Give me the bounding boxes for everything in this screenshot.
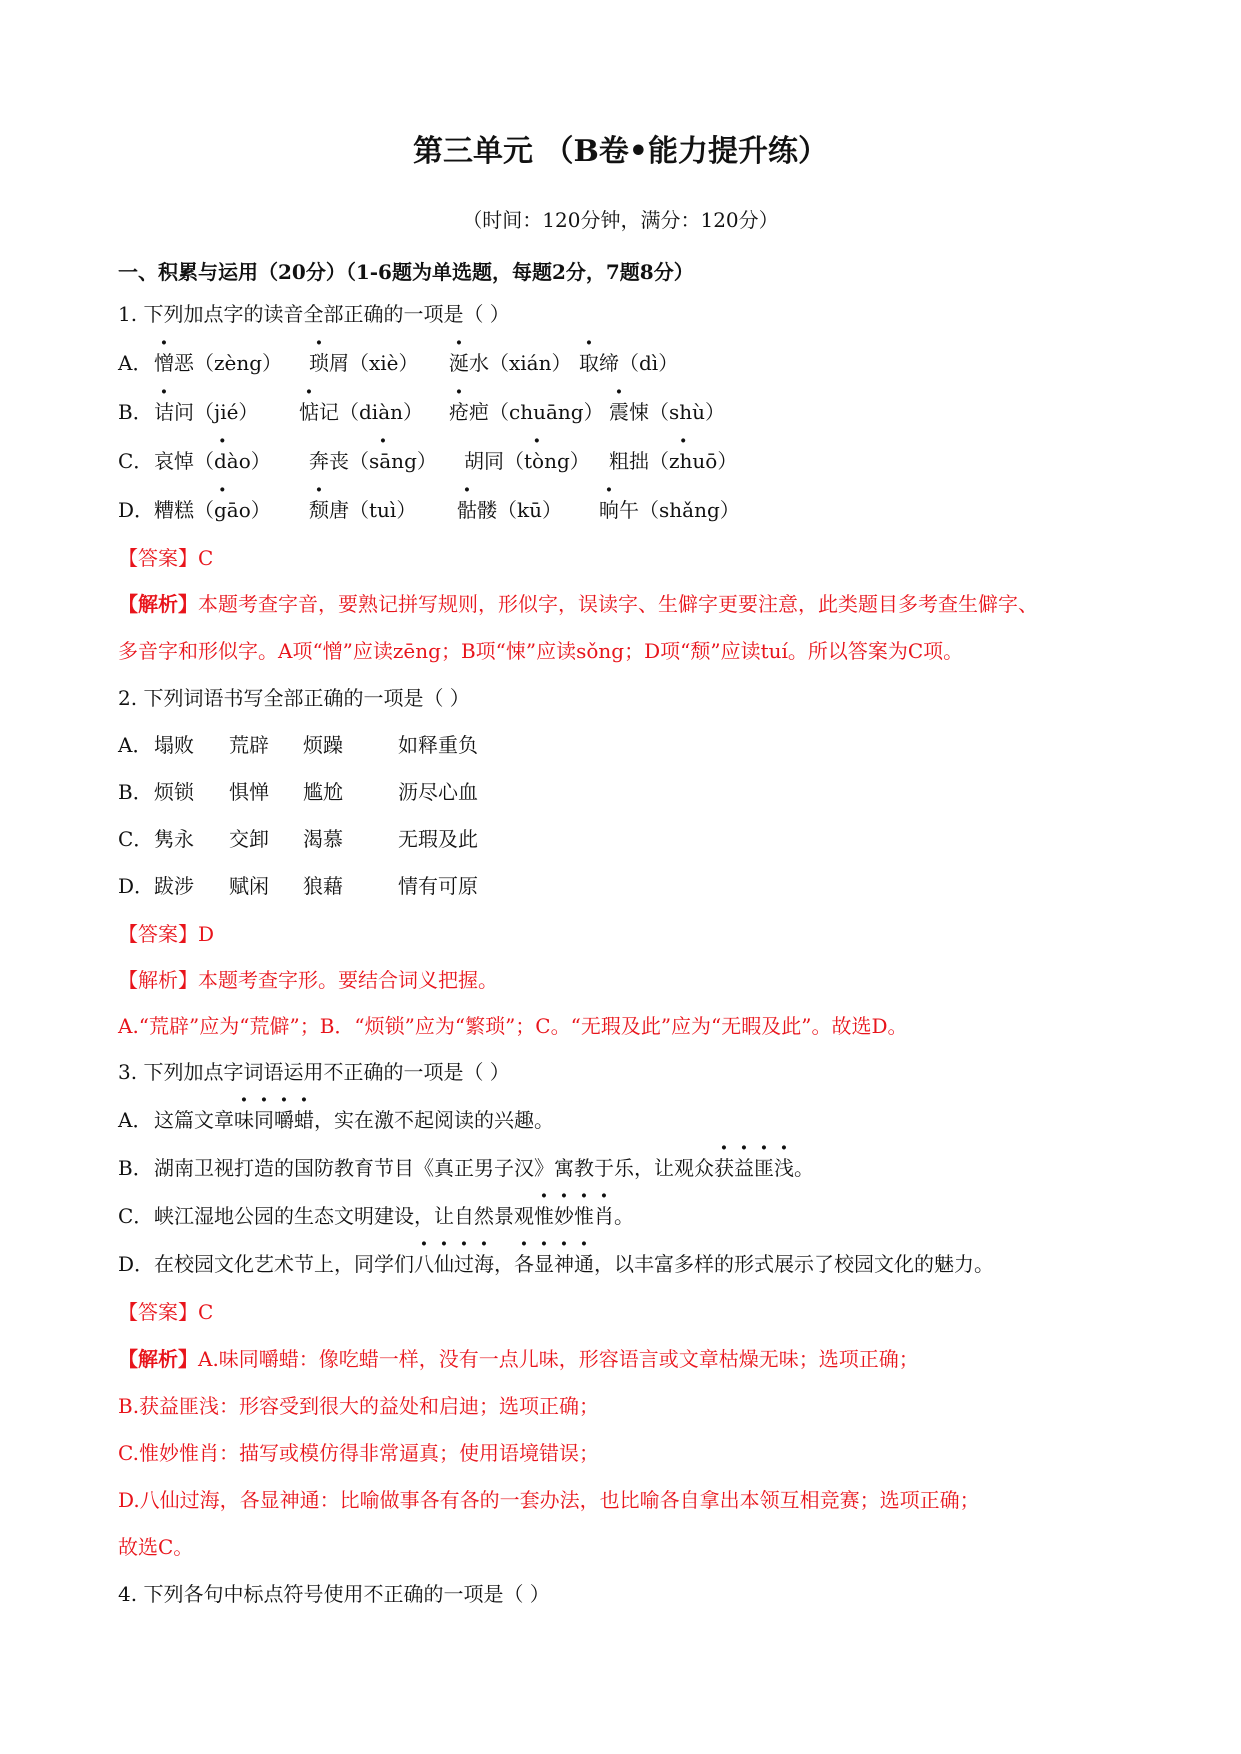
q3-option-d: D．在校园文化艺术节上，同学们八仙过海，各显神通，以丰富多样的形式展示了校园文化的魅力。 [118,1252,994,1276]
emphasis-char: 味 [234,1108,254,1132]
emphasis-char: 蜡 [294,1108,314,1132]
q3-answer: 【答案】C [118,1300,214,1324]
emphasis-char: 过 [454,1252,474,1276]
q2-option-a: A．塌败 荒辟 烦躁 如释重负 [118,733,478,757]
q3-c-emphasis [534,1204,614,1228]
q2-option-b: B．烦锁 惧惮 尴尬 沥尽心血 [118,780,478,804]
page-title: 第三单元 （B卷•能力提升练） [413,134,828,169]
q2-option-c: C．隽永 交卸 渴慕 无瑕及此 [118,827,478,851]
q2-answer: 【答案】D [118,922,215,946]
q2-option-d: D．跋涉 赋闲 狼藉 情有可原 [118,874,478,898]
emphasis-char: 同 [254,1108,274,1132]
q3-option-a: A．这篇文章味同嚼蜡，实在激不起阅读的兴趣。 [118,1108,554,1132]
emphasis-char: 显 [534,1252,554,1276]
emphasis-char: 浅 [774,1156,794,1180]
q3-option-c: C．峡江湿地公园的生态文明建设，让自然景观惟妙惟肖。 [118,1204,634,1228]
q3-d-emphasis [414,1252,594,1276]
q1-option-c: C．哀· 悼（dào） 奔· 丧（sāng） 胡· 同（tòng） 粗· 拙（zhuō） [118,447,737,475]
page-subtitle: （时间：120分钟，满分：120分） [462,208,779,232]
q1-option-b: B．诘问（jié） 惦记（diàn） 疮疤（chuāng） 震悚（shù） [118,400,726,424]
q1-stem: 1. 下列加点字的读音全部正确的一项是（ ） [118,302,510,326]
emphasis-char: 海 [474,1252,494,1276]
emphasis-char: 匪 [754,1156,774,1180]
emphasis-char: 肖 [594,1204,614,1228]
q2-analysis-line-2: A.“荒辟”应为“荒僻”；B．“烦锁”应为“繁琐”；C。“无瑕及此”应为“无暇及此”。故选D。 [118,1014,908,1038]
emphasis-char: 益 [734,1156,754,1180]
q3-a-emphasis [234,1108,314,1132]
q1-option-a: A．憎恶（zèng） 琐屑（xiè） 涎水（xián） 取缔（dì） [118,351,679,375]
q3-analysis-line-5: 故选C。 [118,1535,194,1559]
q3-analysis-line-3: C.惟妙惟肖：描写或模仿得非常逼真；使用语境错误； [118,1441,599,1465]
emphasis-char: 仙 [434,1252,454,1276]
q2-analysis-line-1: 【解析】本题考查字形。要结合词义把握。 [118,968,498,992]
emphasis-char: 惟 [534,1204,554,1228]
emphasis-char: 神 [554,1252,574,1276]
q1-analysis-line-1: 【解析】本题考查字音，要熟记拼写规则，形似字，误读字、生僻字更要注意，此类题目多考查生僻字、 [118,592,1038,616]
q3-stem: 3. 下列加点字词语运用不正确的一项是（ ） [118,1060,510,1084]
emphasis-char: ， [494,1252,514,1276]
q4-stem: 4. 下列各句中标点符号使用不正确的一项是（ ） [118,1582,550,1606]
emphasis-char: 获 [714,1156,734,1180]
q3-analysis-line-4: D.八仙过海，各显神通：比喻做事各有各的一套办法，也比喻各自拿出本领互相竞赛；选项正确； [118,1488,980,1512]
emphasis-char: 惟 [574,1204,594,1228]
emphasis-char: 各 [514,1252,534,1276]
q3-analysis-line-2: B.获益匪浅：形容受到很大的益处和启迪；选项正确； [118,1394,600,1418]
emphasis-char: 妙 [554,1204,574,1228]
q3-option-b: B．湖南卫视打造的国防教育节目《真正男子汉》寓教于乐，让观众获益匪浅。 [118,1156,814,1180]
q1-answer: 【答案】C [118,546,214,570]
q1-option-d: D．糟· 糕（gāo） 颓唐（tuì） 骷髅（kū） 晌午（shǎng） [118,496,740,524]
q1-analysis-line-2: 多音字和形似字。A项“憎”应读zēng；B项“悚”应读sǒng；D项“颓”应读tuí。所以答案为C项。 [118,639,964,663]
q3-b-emphasis [714,1156,794,1180]
q3-analysis-line-1: 【解析】A.味同嚼蜡：像吃蜡一样，没有一点儿味，形容语言或文章枯燥无味；选项正确； [118,1347,919,1371]
emphasis-char: 嚼 [274,1108,294,1132]
section-heading: 一、积累与运用（20分）（1-6题为单选题，每题2分，7题8分） [118,260,694,284]
emphasis-char: 通 [574,1252,594,1276]
emphasis-char: 八 [414,1252,434,1276]
q2-stem: 2. 下列词语书写全部正确的一项是（ ） [118,686,470,710]
